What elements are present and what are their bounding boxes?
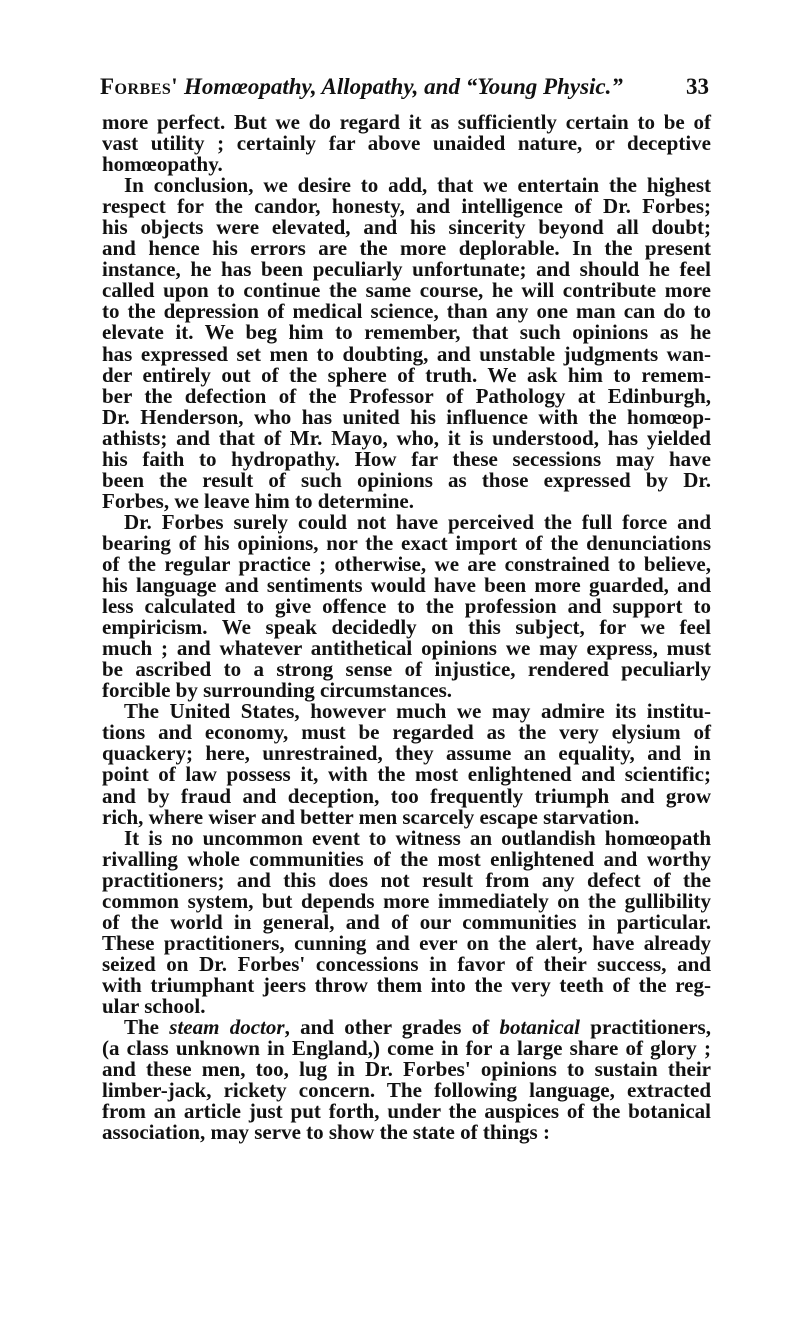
text-line: The steam doctor, and other grades of botanical practitioners,: [124, 1015, 711, 1040]
text-line: of the regular practice ; otherwise, we are constrained to believe,: [102, 551, 711, 576]
text-line: rivalling whole communities of the most enlightened and worthy: [102, 846, 711, 871]
text-line: vast utility ; certainly far above unaided nature, or deceptive: [102, 131, 711, 156]
text-line: and these men, too, lug in Dr. Forbes' opinions to sustain their: [102, 1057, 711, 1082]
text-line: been the result of such opinions as those expressed by Dr.: [102, 467, 711, 492]
running-head-author: Forbes': [100, 74, 179, 99]
paragraph: [102, 825, 711, 1018]
text-line: and by fraud and deception, too frequently triumph and grow: [102, 783, 711, 808]
running-head-title-text: Homœopathy, Allopathy, and “Young Physic.”: [183, 74, 623, 99]
text-line: ular school.: [102, 993, 206, 1018]
text-line: Dr. Forbes surely could not have perceived the full force and: [124, 509, 711, 534]
text-line: Dr. Henderson, who has united his influence with the homœop-: [102, 404, 711, 429]
text-line: his language and sentiments would have been more guarded, and: [102, 573, 711, 598]
body-text: [102, 112, 711, 1143]
text-line: less calculated to give offence to the profession and support to: [102, 594, 711, 619]
text-line: In conclusion, we desire to add, that we entertain the highest: [124, 173, 711, 198]
text-line: These practitioners, cunning and ever on the alert, have already: [102, 930, 711, 955]
text-line: point of law possess it, with the most enlightened and scientific;: [102, 762, 711, 787]
text-line: empiricism. We speak decidedly on this subject, for we feel: [102, 615, 711, 640]
text-line: respect for the candor, honesty, and intelligence of Dr. Forbes;: [102, 194, 711, 219]
text-line: rich, where wiser and better men scarcely escape starvation.: [102, 804, 640, 829]
page-number: 33: [686, 74, 709, 99]
text-line: his faith to hydropathy. How far these secessions may have: [102, 446, 711, 471]
text-line: instance, he has been peculiarly unfortunate; and should he feel: [102, 257, 711, 282]
paragraph: [102, 701, 711, 827]
text-line: bearing of his opinions, nor the exact import of the denunciations: [102, 530, 711, 555]
text-line: of the world in general, and of our communities in particular.: [102, 909, 711, 934]
text-line: ber the defection of the Professor of Pathology at Edinburgh,: [102, 383, 711, 408]
text-line: der entirely out of the sphere of truth. We ask him to remem-: [102, 362, 711, 387]
text-line: and hence his errors are the more deplorable. In the present: [102, 236, 711, 261]
text-line: athists; and that of Mr. Mayo, who, it is understood, has yielded: [102, 425, 711, 450]
running-head: [100, 74, 709, 108]
text-line: homœopathy.: [102, 152, 223, 177]
paragraph: [102, 112, 711, 175]
text-line: has expressed set men to doubting, and unstable judgments wan-: [102, 341, 711, 366]
text-line: elevate it. We beg him to remember, that such opinions as he: [102, 320, 711, 345]
text-line: limber-jack, rickety concern. The following language, extracted: [102, 1078, 711, 1103]
text-line: association, may serve to show the state of things :: [102, 1120, 550, 1145]
text-line: called upon to continue the same course, he will contribute more: [102, 278, 711, 303]
text-line: The United States, however much we may admire its institu-: [124, 699, 711, 724]
text-line: practitioners; and this does not result from any defect of the: [102, 867, 711, 892]
text-line: quackery; here, unrestrained, they assume an equality, and in: [102, 741, 711, 766]
paragraph: [102, 1017, 711, 1143]
text-line: seized on Dr. Forbes' concessions in favor of their success, and: [102, 951, 711, 976]
paragraph: [102, 509, 711, 703]
paragraph: [102, 175, 711, 512]
text-line: forcible by surrounding circumstances.: [102, 678, 453, 703]
text-line: common system, but depends more immediately on the gullibility: [102, 888, 711, 913]
text-line: It is no uncommon event to witness an outlandish homœopath: [124, 825, 711, 850]
text-line: more perfect. But we do regard it as sufficiently certain to be of: [102, 110, 711, 134]
text-line: much ; and whatever antithetical opinions we may express, must: [102, 636, 711, 661]
text-line: (a class unknown in England,) come in for a large share of glory ;: [102, 1036, 711, 1061]
text-line: with triumphant jeers throw them into the very teeth of the reg-: [102, 972, 711, 997]
text-line: Forbes, we leave him to determine.: [102, 488, 414, 513]
text-line: tions and economy, must be regarded as the very elysium of: [102, 720, 711, 745]
text-line: from an article just put forth, under the auspices of the botanical: [102, 1099, 711, 1124]
text-line: his objects were elevated, and his sincerity beyond all doubt;: [102, 215, 711, 240]
text-line: to the depression of medical science, than any one man can do to: [102, 299, 711, 324]
running-head-title: [100, 74, 623, 100]
text-line: be ascribed to a strong sense of injustice, rendered peculiarly: [102, 657, 711, 682]
